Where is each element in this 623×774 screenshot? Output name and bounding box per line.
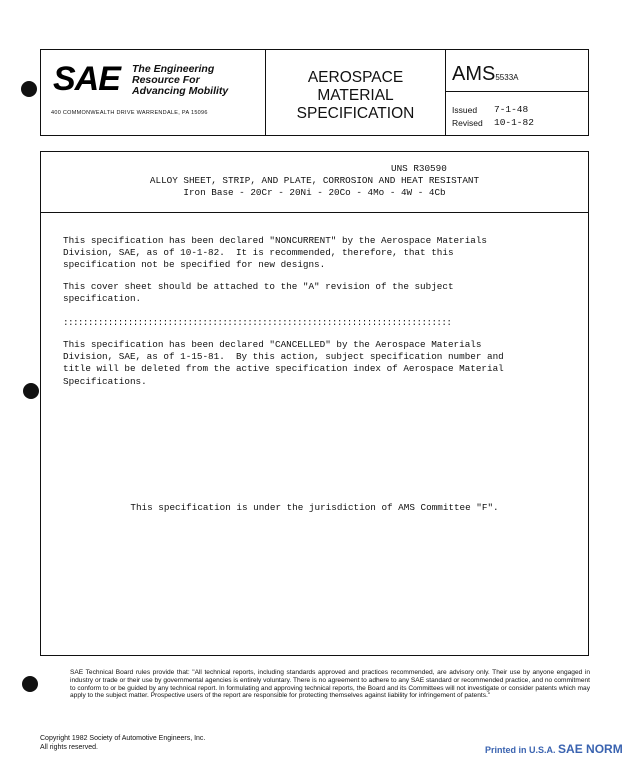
sae-logo: SAE <box>53 60 120 98</box>
revised-row <box>452 117 534 128</box>
cover-sheet-note: This cover sheet should be attached to the "A" revision of the subject specification. <box>63 281 454 305</box>
tagline-line-2: Resource For <box>132 74 200 86</box>
noncurrent-notice: This specification has been declared "NONCURRENT" by the Aerospace Materials Division, SAE, as of 10-1-82. It is recommended, therefore, that this specification not be specified for new designs. <box>63 235 488 271</box>
doc-type-title <box>266 69 445 123</box>
copyright-line: Copyright 1982 Society of Automotive Engineers, Inc. <box>40 735 206 742</box>
doc-type-line-3: SPECIFICATION <box>296 105 415 122</box>
punch-hole-top <box>21 81 37 97</box>
cancelled-notice: This specification has been declared "CANCELLED" by the Aerospace Materials Division, SAE, as of 1-15-81. By this action, subject specification number and title will be deleted from the active specification index of Aerospace Material Specifications. <box>63 339 504 387</box>
title-divider <box>41 212 588 213</box>
uns-number: UNS R30590 <box>391 163 447 174</box>
doc-number-block <box>446 50 588 135</box>
separator-line: :::::::::::::::::::::::::::::::::::::::::::::::::::::::::::::::::::::::::::::: <box>63 317 452 328</box>
ams-number-value: 5533A <box>495 73 519 82</box>
printed-text: Printed in U.S.A. <box>485 745 556 755</box>
doc-type-line-2: MATERIAL <box>317 87 394 104</box>
issued-label: Issued <box>452 105 478 115</box>
rights-line: All rights reserved. <box>40 744 98 751</box>
sae-norm-stamp: SAE NORM <box>558 742 623 756</box>
copyright-block <box>40 734 205 752</box>
doc-type-block <box>266 50 446 135</box>
jurisdiction-note: This specification is under the jurisdiction of AMS Committee "F". <box>130 502 499 513</box>
issued-row <box>452 104 529 115</box>
ams-label: AMS <box>452 63 496 85</box>
tagline-line-3: Advancing Mobility <box>132 85 229 97</box>
tagline-line-1: The Engineering <box>132 63 215 75</box>
header-divider <box>446 91 588 92</box>
publisher-block <box>41 50 266 135</box>
sae-tagline <box>132 64 228 97</box>
issued-date: 7-1-48 <box>494 104 529 115</box>
publisher-address: 400 COMMONWEALTH DRIVE WARRENDALE, PA 15096 <box>51 110 208 116</box>
document-header <box>40 49 589 136</box>
doc-type-line-1: AEROSPACE <box>307 69 404 86</box>
specification-body <box>40 151 589 656</box>
technical-board-notice: SAE Technical Board rules provide that: "All technical reports, including standards approved and practices recommended, are advisory only. Their use by anyone engaged in industry or trade or their use by governmental agencies is entirely voluntary. There is no agreement to adhere to any SAE standard or recommended practice, and no commitment to conform to or be guided by any technical report. In formulating and approving technical reports, the Board and its Committees will not investigate or consider patents which may apply to the subject matter. Prospective users of the report are responsible for protecting themselves against liability for infringement of patents." <box>70 669 590 700</box>
punch-hole-middle <box>23 383 39 399</box>
punch-hole-bottom <box>22 676 38 692</box>
revised-label: Revised <box>452 118 483 128</box>
printed-stamp <box>485 742 623 756</box>
spec-title: ALLOY SHEET, STRIP, AND PLATE, CORROSION AND HEAT RESISTANT <box>149 175 480 186</box>
revised-date: 10-1-82 <box>494 117 534 128</box>
ams-number <box>452 63 518 86</box>
spec-subtitle: Iron Base - 20Cr - 20Ni - 20Co - 4Mo - 4W - 4Cb <box>183 187 446 198</box>
